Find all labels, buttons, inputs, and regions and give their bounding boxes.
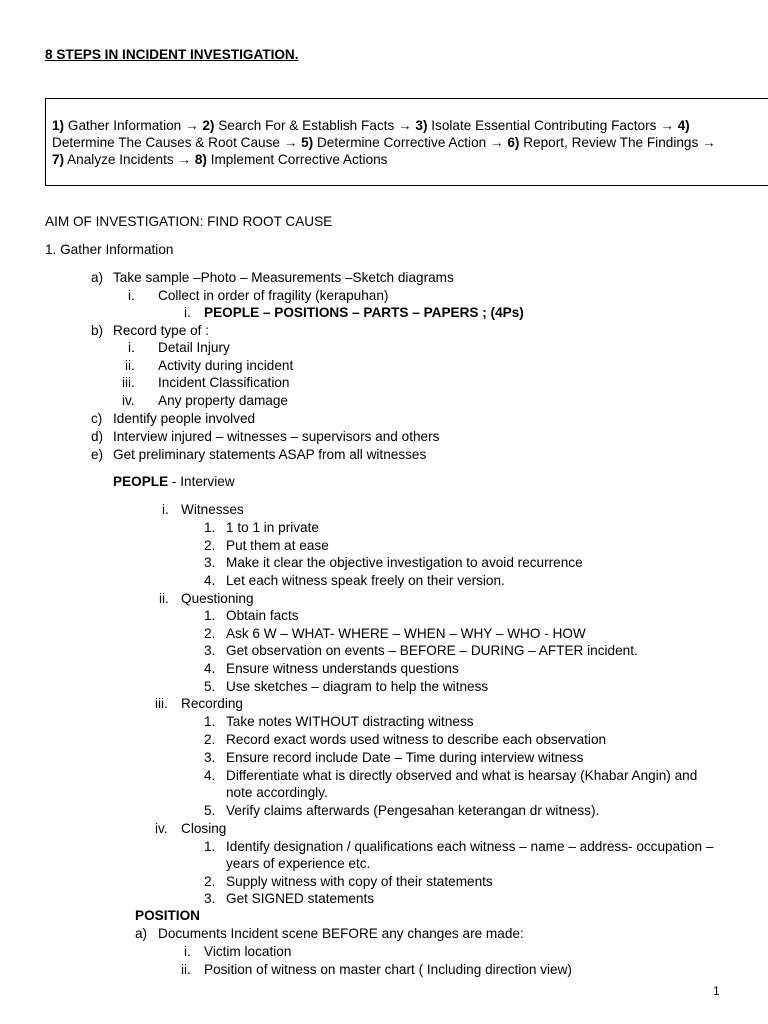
list-item: Documents Incident scene BEFORE any changes are made: xyxy=(158,926,524,941)
list-marker: ii. xyxy=(159,591,169,606)
list-marker: i. xyxy=(184,944,191,959)
list-marker: 3. xyxy=(204,643,216,658)
list-item: Interview injured – witnesses – supervisors and others xyxy=(113,429,440,444)
subsection-label: Witnesses xyxy=(181,502,244,517)
list-marker: i. xyxy=(128,288,135,303)
list-item: Victim location xyxy=(204,944,292,959)
step-text: Implement Corrective Actions xyxy=(206,152,388,167)
step-text: Determine The Causes & Root Cause → xyxy=(52,135,302,150)
list-marker: a) xyxy=(135,926,148,941)
list-marker: 5. xyxy=(204,679,216,694)
list-item: Record exact words used witness to describe each observation xyxy=(226,732,607,747)
list-item: Ensure record include Date – Time during interview witness xyxy=(226,750,584,765)
list-item: Make it clear the objective investigation to avoid recurrence xyxy=(226,555,583,570)
people-heading: PEOPLE xyxy=(113,474,169,489)
list-item: Record type of : xyxy=(113,323,209,338)
step-text: Determine Corrective Action → xyxy=(313,135,508,150)
people-subtitle: - Interview xyxy=(168,474,235,489)
list-item: Supply witness with copy of their statements xyxy=(226,874,493,889)
list-item: Differentiate what is directly observed and what is hearsay (Khabar Angin) and xyxy=(226,768,698,783)
list-marker: 2. xyxy=(204,626,216,641)
list-marker: 2. xyxy=(204,732,216,747)
step-number: 7) xyxy=(52,152,65,167)
list-marker: i. xyxy=(162,502,169,517)
list-marker: 4. xyxy=(204,573,216,588)
list-item: Put them at ease xyxy=(226,538,329,553)
section-heading: 1. Gather Information xyxy=(45,242,174,257)
document-title: 8 STEPS IN INCIDENT INVESTIGATION. xyxy=(45,47,299,62)
list-item-bold: PEOPLE – POSITIONS – PARTS – PAPERS ; (4Ps) xyxy=(204,305,524,320)
step-number: 5) xyxy=(301,135,314,150)
list-item: Identify people involved xyxy=(113,411,256,426)
steps-text xyxy=(52,117,728,168)
step-text: Isolate Essential Contributing Factors → xyxy=(427,118,678,133)
list-marker: iv. xyxy=(122,393,135,408)
list-marker: 1. xyxy=(204,714,216,729)
list-item: Ask 6 W – WHAT- WHERE – WHEN – WHY – WHO - HOW xyxy=(226,626,586,641)
list-item: Collect in order of fragility (kerapuhan) xyxy=(158,288,389,303)
list-item: Ensure witness understands questions xyxy=(226,661,459,676)
list-marker: 1. xyxy=(204,608,216,623)
list-item: Get SIGNED statements xyxy=(226,891,375,906)
list-item: Detail Injury xyxy=(158,340,230,355)
list-marker: iii. xyxy=(155,696,168,711)
list-marker: 1. xyxy=(204,520,216,535)
list-marker: 4. xyxy=(204,768,216,783)
list-item: Any property damage xyxy=(158,393,288,408)
list-marker: i. xyxy=(184,305,191,320)
list-item: Verify claims afterwards (Pengesahan keterangan dr witness). xyxy=(226,803,600,818)
step-number: 3) xyxy=(415,118,428,133)
list-marker: 1. xyxy=(204,839,216,854)
step-text: Gather Information → xyxy=(64,118,203,133)
list-marker: a) xyxy=(91,270,104,285)
list-item: Get preliminary statements ASAP from all witnesses xyxy=(113,447,427,462)
list-item: Let each witness speak freely on their version. xyxy=(226,573,505,588)
list-item: Activity during incident xyxy=(158,358,294,373)
step-number: 2) xyxy=(202,118,215,133)
step-number: 8) xyxy=(194,152,207,167)
subsection-label: Questioning xyxy=(181,591,254,606)
list-marker: c) xyxy=(91,411,103,426)
list-marker: 4. xyxy=(204,661,216,676)
list-item: Use sketches – diagram to help the witness xyxy=(226,679,489,694)
step-text: Report, Review The Findings → xyxy=(519,135,716,150)
list-marker: i. xyxy=(128,340,135,355)
people-heading-line xyxy=(113,473,235,490)
list-marker: b) xyxy=(91,323,104,338)
list-item-continued: years of experience etc. xyxy=(226,856,371,871)
list-marker: e) xyxy=(91,447,104,462)
list-marker: 2. xyxy=(204,538,216,553)
list-item: Identify designation / qualifications each witness – name – address- occupation – xyxy=(226,839,714,854)
step-number: 1) xyxy=(52,118,65,133)
list-item: Get observation on events – BEFORE – DURING – AFTER incident. xyxy=(226,643,638,658)
step-text: Search For & Establish Facts → xyxy=(214,118,416,133)
list-item: Obtain facts xyxy=(226,608,299,623)
position-heading: POSITION xyxy=(135,908,200,923)
page-number: 1 xyxy=(713,984,720,998)
list-marker: 3. xyxy=(204,750,216,765)
list-marker: 5. xyxy=(204,803,216,818)
list-marker: 3. xyxy=(204,555,216,570)
list-item: Incident Classification xyxy=(158,375,290,390)
list-item-continued: note accordingly. xyxy=(226,785,328,800)
subsection-label: Recording xyxy=(181,696,243,711)
list-marker: iii. xyxy=(122,375,135,390)
list-marker: 2. xyxy=(204,874,216,889)
aim-heading: AIM OF INVESTIGATION: FIND ROOT CAUSE xyxy=(45,214,333,229)
subsection-label: Closing xyxy=(181,821,227,836)
list-marker: iv. xyxy=(155,821,168,836)
list-marker: ii. xyxy=(181,962,191,977)
list-item: 1 to 1 in private xyxy=(226,520,319,535)
list-item: Position of witness on master chart ( Including direction view) xyxy=(204,962,572,977)
step-text: Analyze Incidents → xyxy=(64,152,195,167)
step-number: 6) xyxy=(507,135,520,150)
list-marker: ii. xyxy=(125,358,135,373)
list-item: Take notes WITHOUT distracting witness xyxy=(226,714,474,729)
list-marker: d) xyxy=(91,429,104,444)
step-number: 4) xyxy=(677,118,690,133)
list-item: Take sample –Photo – Measurements –Sketch diagrams xyxy=(113,270,454,285)
list-marker: 3. xyxy=(204,891,216,906)
